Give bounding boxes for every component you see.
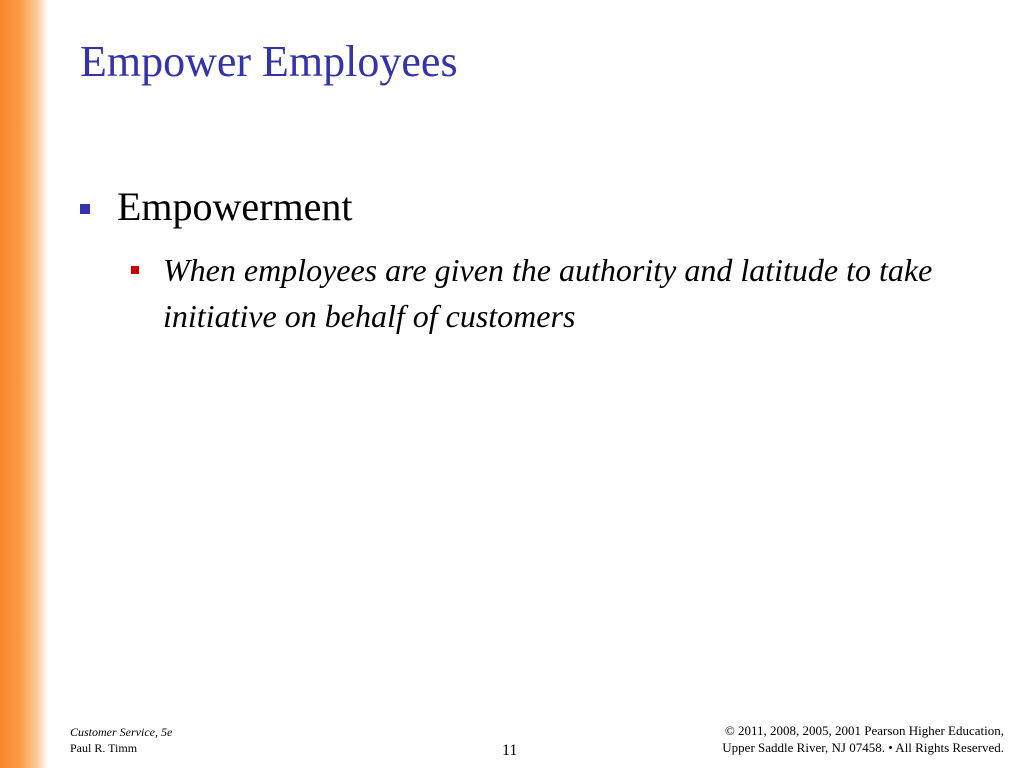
page-number: 11 — [502, 742, 518, 759]
copyright-line-1: © 2011, 2008, 2005, 2001 Pearson Higher Education, — [724, 723, 1004, 738]
bullet-level-2 — [131, 247, 951, 339]
bullet-level-1-text: Empowerment — [117, 184, 353, 229]
footer-book-info — [70, 724, 172, 756]
copyright-line-2: Upper Saddle River, NJ 07458. • All Rights Reserved. — [722, 740, 1004, 755]
orange-gradient-side-bar — [0, 0, 48, 768]
bullet-level-1 — [80, 183, 353, 231]
footer-author: Paul R. Timm — [70, 741, 138, 755]
bullet-level-2-text: When employees are given the authority and latitude to take initiative on behalf of customers — [163, 252, 933, 334]
footer-book-title: Customer Service, 5e — [70, 725, 173, 739]
slide-title: Empower Employees — [80, 37, 458, 86]
red-square-bullet-icon — [131, 266, 139, 274]
blue-square-bullet-icon — [80, 204, 90, 214]
footer-copyright — [722, 722, 1004, 756]
